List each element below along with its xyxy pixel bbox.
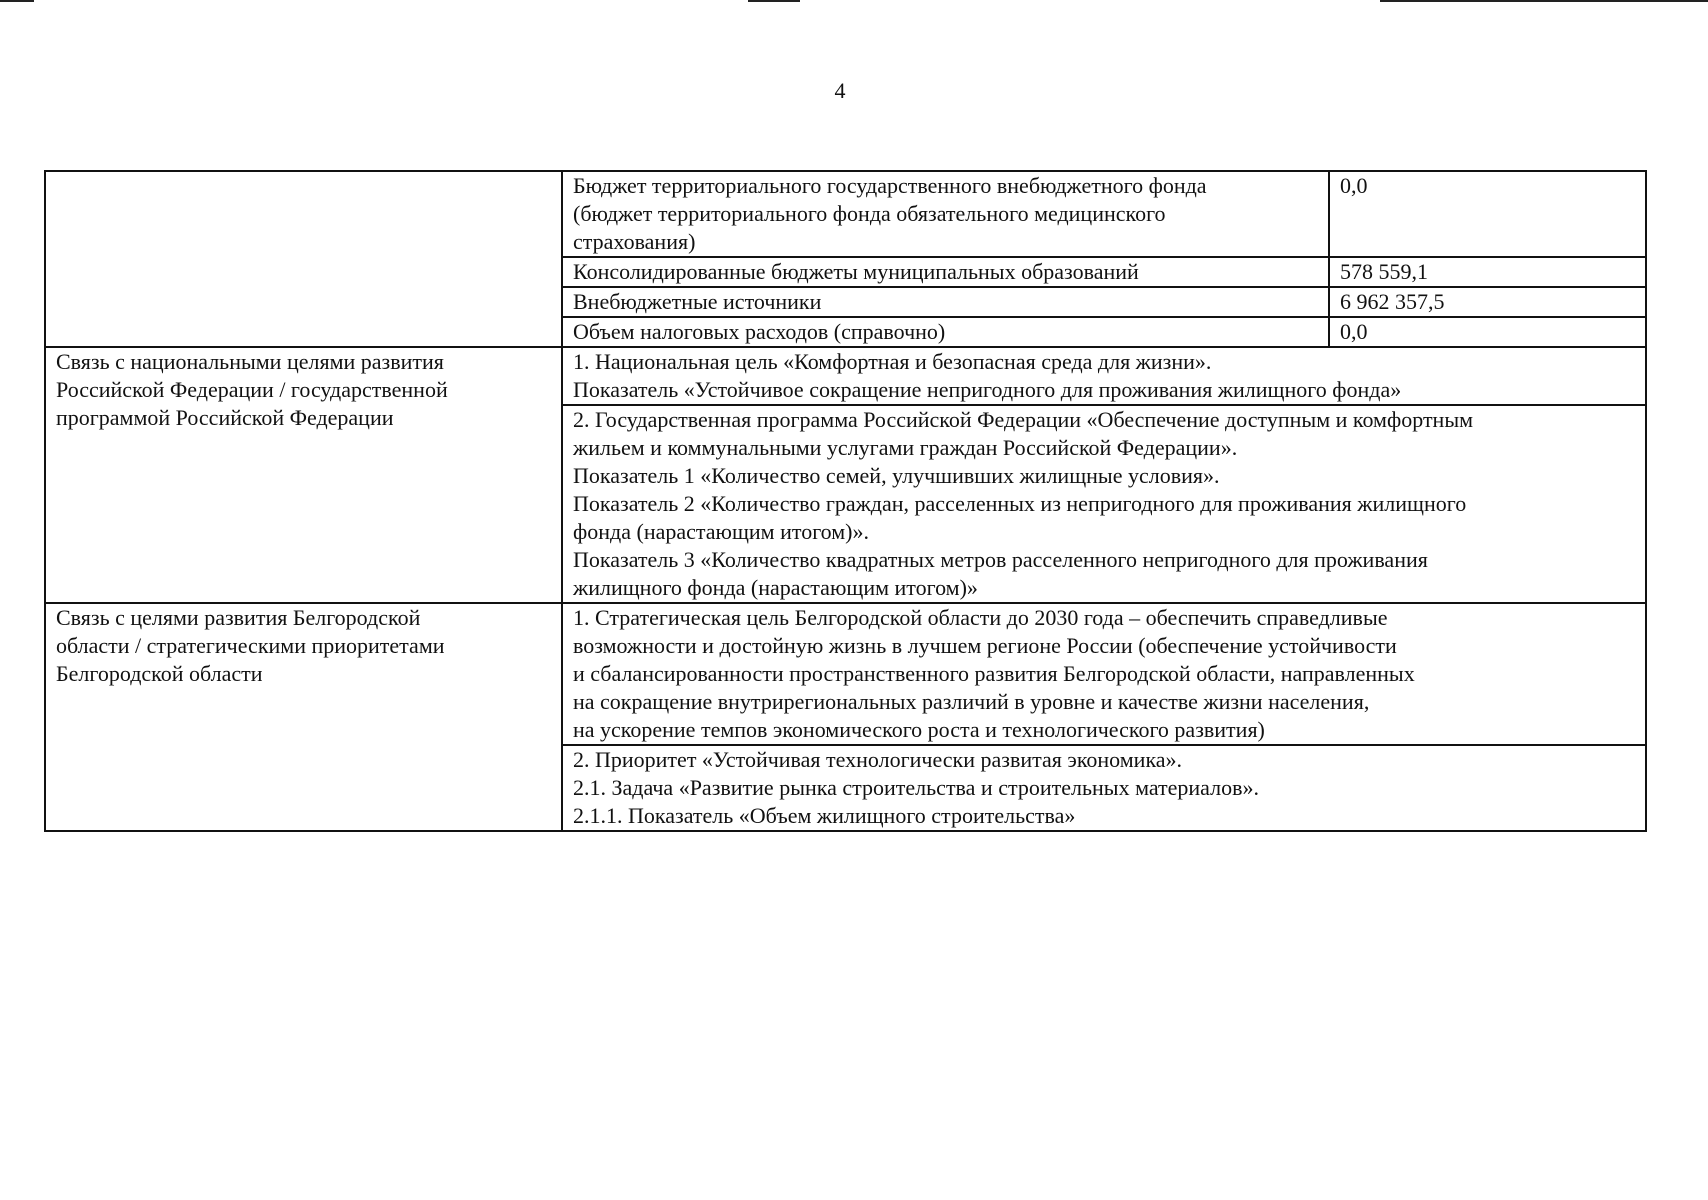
state-program-line: жилищного фонда (нарастающим итогом)» <box>573 575 978 600</box>
funding-source-line: Объем налоговых расходов (справочно) <box>573 319 946 344</box>
table-row <box>45 603 1646 745</box>
priority-line: 2.1. Задача «Развитие рынка строительства и строительных материалов». <box>573 775 1260 800</box>
funding-source-line: Внебюджетные источники <box>573 289 822 314</box>
funding-value: 578 559,1 <box>1340 259 1428 284</box>
national-goals-label-line: Связь с национальными целями развития <box>56 349 444 374</box>
priority-cell <box>562 745 1646 831</box>
top-edge-line-left <box>0 0 34 2</box>
funding-and-goals-table <box>44 170 1647 832</box>
table-row <box>45 171 1646 257</box>
national-goals-label-cell <box>45 347 562 603</box>
strategic-goal-line: на ускорение темпов экономического роста и технологического развития) <box>573 717 1265 742</box>
table-row <box>45 347 1646 405</box>
funding-value-cell <box>1329 317 1646 347</box>
national-goals-label-line: Российской Федерации / государственной <box>56 377 448 402</box>
empty-label-cell <box>45 171 562 347</box>
regional-goals-label-cell <box>45 603 562 831</box>
national-goal-cell <box>562 347 1646 405</box>
funding-value: 6 962 357,5 <box>1340 289 1445 314</box>
regional-goals-label-line: Белгородской области <box>56 661 263 686</box>
national-goals-label-line: программой Российской Федерации <box>56 405 394 430</box>
strategic-goal-line: на сокращение внутрирегиональных различий в уровне и качестве жизни населения, <box>573 689 1370 714</box>
funding-value: 0,0 <box>1340 173 1368 198</box>
state-program-line: Показатель 3 «Количество квадратных метров расселенного непригодного для проживания <box>573 547 1428 572</box>
regional-goals-label-line: Связь с целями развития Белгородской <box>56 605 421 630</box>
funding-source-cell <box>562 171 1329 257</box>
strategic-goal-line: 1. Стратегическая цель Белгородской области до 2030 года – обеспечить справедливые <box>573 605 1388 630</box>
top-edge-line-mid <box>748 0 800 2</box>
state-program-line: жильем и коммунальными услугами граждан Российской Федерации». <box>573 435 1238 460</box>
regional-goals-label-line: области / стратегическими приоритетами <box>56 633 445 658</box>
funding-source-line: Консолидированные бюджеты муниципальных образований <box>573 259 1139 284</box>
funding-source-line: (бюджет территориального фонда обязательного медицинского <box>573 201 1166 226</box>
funding-value: 0,0 <box>1340 319 1368 344</box>
state-program-line: Показатель 1 «Количество семей, улучшивших жилищные условия». <box>573 463 1220 488</box>
priority-line: 2.1.1. Показатель «Объем жилищного строительства» <box>573 803 1076 828</box>
state-program-cell <box>562 405 1646 603</box>
funding-source-cell <box>562 317 1329 347</box>
funding-source-line: Бюджет территориального государственного внебюджетного фонда <box>573 173 1207 198</box>
strategic-goal-cell <box>562 603 1646 745</box>
funding-value-cell <box>1329 171 1646 257</box>
funding-value-cell <box>1329 287 1646 317</box>
state-program-line: 2. Государственная программа Российской Федерации «Обеспечение доступным и комфортным <box>573 407 1474 432</box>
funding-source-cell <box>562 257 1329 287</box>
strategic-goal-line: и сбалансированности пространственного развития Белгородской области, направленных <box>573 661 1415 686</box>
funding-source-cell <box>562 287 1329 317</box>
priority-line: 2. Приоритет «Устойчивая технологически развитая экономика». <box>573 747 1183 772</box>
national-goal-line: 1. Национальная цель «Комфортная и безопасная среда для жизни». <box>573 349 1212 374</box>
national-goal-line: Показатель «Устойчивое сокращение непригодного для проживания жилищного фонда» <box>573 377 1402 402</box>
page-number: 4 <box>834 78 846 103</box>
state-program-line: фонда (нарастающим итогом)». <box>573 519 870 544</box>
state-program-line: Показатель 2 «Количество граждан, расселенных из непригодного для проживания жилищного <box>573 491 1467 516</box>
funding-source-line: страхования) <box>573 229 696 254</box>
funding-value-cell <box>1329 257 1646 287</box>
strategic-goal-line: возможности и достойную жизнь в лучшем регионе России (обеспечение устойчивости <box>573 633 1397 658</box>
top-edge-line-right <box>1380 0 1708 2</box>
